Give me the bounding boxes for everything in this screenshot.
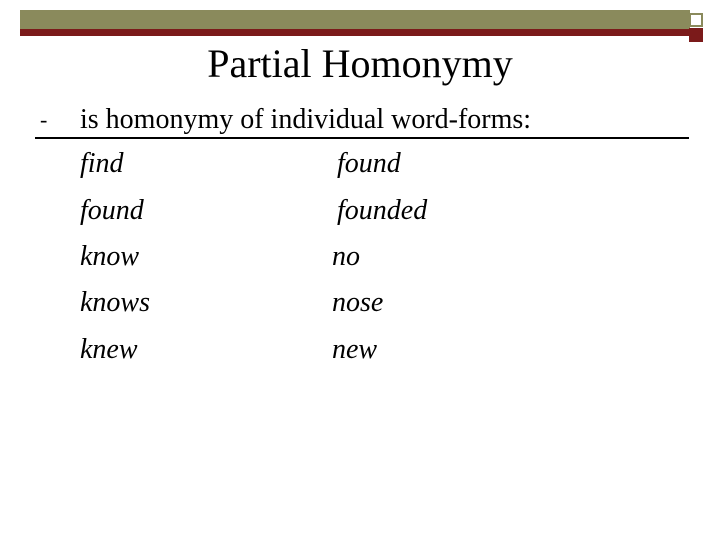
- bullet-dash: -: [40, 107, 48, 132]
- word-right: founded: [337, 195, 428, 226]
- word-right: found: [337, 148, 401, 179]
- word-left: know: [80, 241, 140, 272]
- corner-square-outline: [689, 13, 703, 27]
- word-left: find: [80, 148, 124, 179]
- word-left: knew: [80, 334, 138, 365]
- word-left: found: [80, 195, 144, 226]
- top-decorative-bar: [20, 10, 690, 36]
- word-right: nose: [332, 287, 384, 318]
- slide-title: Partial Homonymy: [207, 41, 513, 86]
- intro-text: is homonymy of individual word-forms:: [80, 104, 532, 135]
- word-right: no: [332, 241, 360, 272]
- word-right: new: [332, 334, 378, 365]
- divider-line: [35, 137, 689, 139]
- word-left: knows: [80, 287, 150, 318]
